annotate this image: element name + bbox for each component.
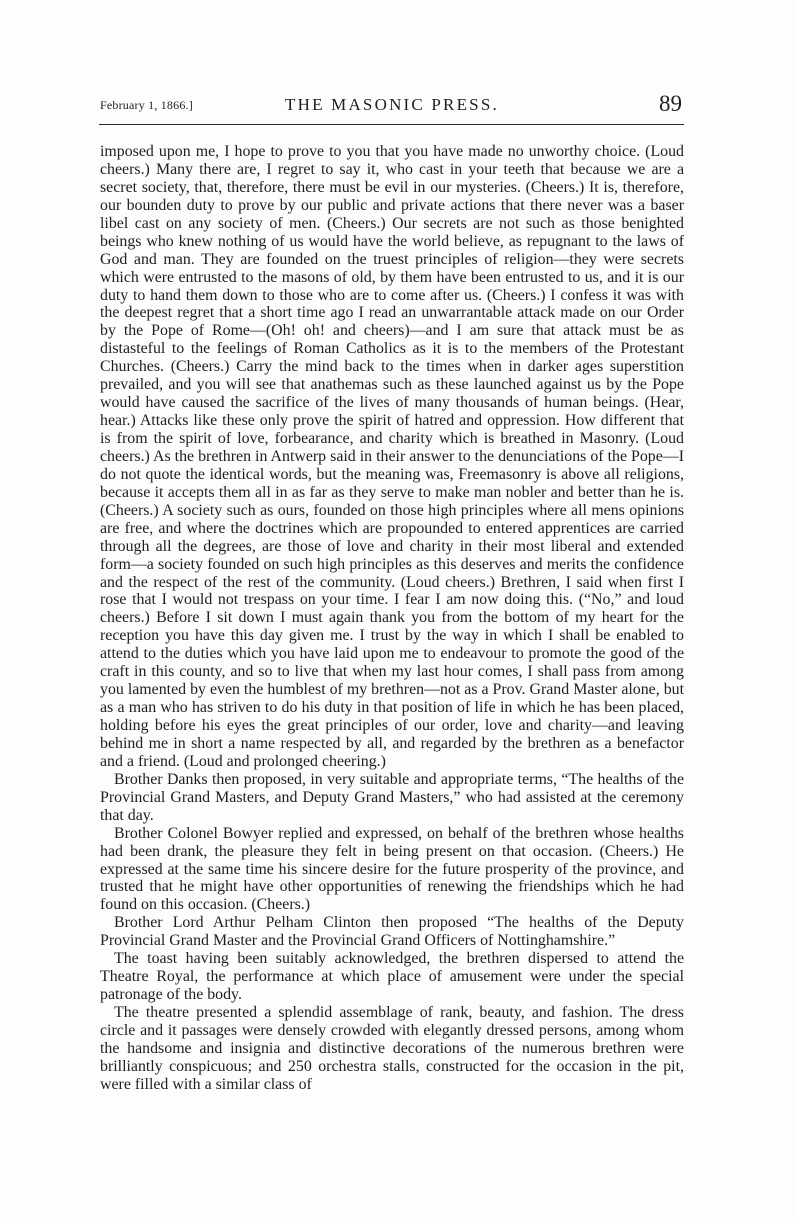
paragraph-clinton-toast: Brother Lord Arthur Pelham Clinton then proposed “The healths of the Deputy Provincial Grand Master and the Provincial Grand Officers of Nottinghamshire.”: [100, 914, 684, 950]
article-body: [100, 143, 684, 1183]
paragraph-speech: imposed upon me, I hope to prove to you that you have made no unworthy choice. (Loud cheers.) Many there are, I regret to say it, who cast in your teeth that because we are a secret society, that, therefore, there must be evil in our mysteries. (Cheers.) It is, therefore, our bounden duty to prove by our public and private actions that there never was a baser libel cast on any society of men. (Cheers.) Our secrets are not such as those benighted beings who knew nothing of us would have the world believe, as repugnant to the laws of God and man. They are founded on the truest principles of religion—they were secrets which were entrusted to the masons of old, by them have been entrusted to us, and it is our duty to hand them down to those who are to come after us. (Cheers.) I confess it was with the deepest regret that a short time ago I read an unwarrantable attack made on our Order by the Pope of Rome—(Oh! oh! and cheers)—and I am sure that attack must be as distasteful to the feelings of Roman Catholics as it is to the members of the Protestant Churches. (Cheers.) Carry the mind back to the times when in darker ages superstition prevailed, and you will see that anathemas such as these launched against us by the Pope would have caused the sacrifice of the lives of many thousands of human beings. (Hear, hear.) Attacks like these only prove the spirit of hatred and oppression. How different that is from the spirit of love, forbearance, and charity which is breathed in Masonry. (Loud cheers.) As the brethren in Antwerp said in their answer to the denunciations of the Pope—I do not quote the identical words, but the meaning was, Freemasonry is above all religions, because it accepts them all in as far as they serve to make man nobler and better than he is. (Cheers.) A society such as ours, founded on those high principles where all mens opinions are free, and where the doctrines which are propounded to entered apprentices are carried through all the degrees, are those of love and charity in their most liberal and extended form—a society founded on such high principles as this deserves and merits the confidence and the respect of the rest of the community. (Loud cheers.) Brethren, I said when first I rose that I would not trespass on your time. I fear I am now doing this. (“No,” and loud cheers.) Before I sit down I must again thank you from the bottom of my heart for the reception you have this day given me. I trust by the way in which I shall be enabled to attend to the duties which you have laid upon me to endeavour to promote the good of the craft in this county, and so to live that when my last hour comes, I shall pass from among you lamented by even the humblest of my brethren—not as a Prov. Grand Master alone, but as a man who has striven to do his duty in that position of life in which he has been placed, holding before his eyes the great principles of our order, love and charity—and leaving behind me in short a name respected by all, and regarded by the brethren as a benefactor and a friend. (Loud and prolonged cheering.): [100, 143, 684, 770]
page-number: 89: [659, 91, 682, 116]
issue-date: February 1, 1866.]: [100, 98, 193, 112]
paragraph-danks-toast: Brother Danks then proposed, in very suitable and appropriate terms, “The healths of the Provincial Grand Masters, and Deputy Grand Masters,” who had assisted at the ceremony that day.: [100, 770, 684, 824]
running-head: [100, 86, 684, 118]
paragraph-theatre-assemblage: The theatre presented a splendid assemblage of rank, beauty, and fashion. The dress circle and it passages were densely crowded with elegantly dressed persons, among whom the handsome and insignia and distinctive decorations of the numerous brethren were brilliantly conspicuous; and 250 orchestra stalls, constructed for the occasion in the pit, were filled with a similar class of: [100, 1004, 684, 1093]
header-rule: [99, 124, 684, 125]
paragraph-bowyer-reply: Brother Colonel Bowyer replied and expressed, on behalf of the brethren whose healths had been drank, the pleasure they felt in being present on that occasion. (Cheers.) He expressed at the same time his sincere desire for the future prosperity of the province, and trusted that he might have other opportunities of renewing the friendships which he had found on this occasion. (Cheers.): [100, 824, 684, 914]
paragraph-theatre-royal: The toast having been suitably acknowledged, the brethren dispersed to attend the Theatre Royal, the performance at which place of amusement were under the special patronage of the body.: [100, 950, 684, 1004]
publication-title: THE MASONIC PRESS.: [285, 95, 499, 114]
